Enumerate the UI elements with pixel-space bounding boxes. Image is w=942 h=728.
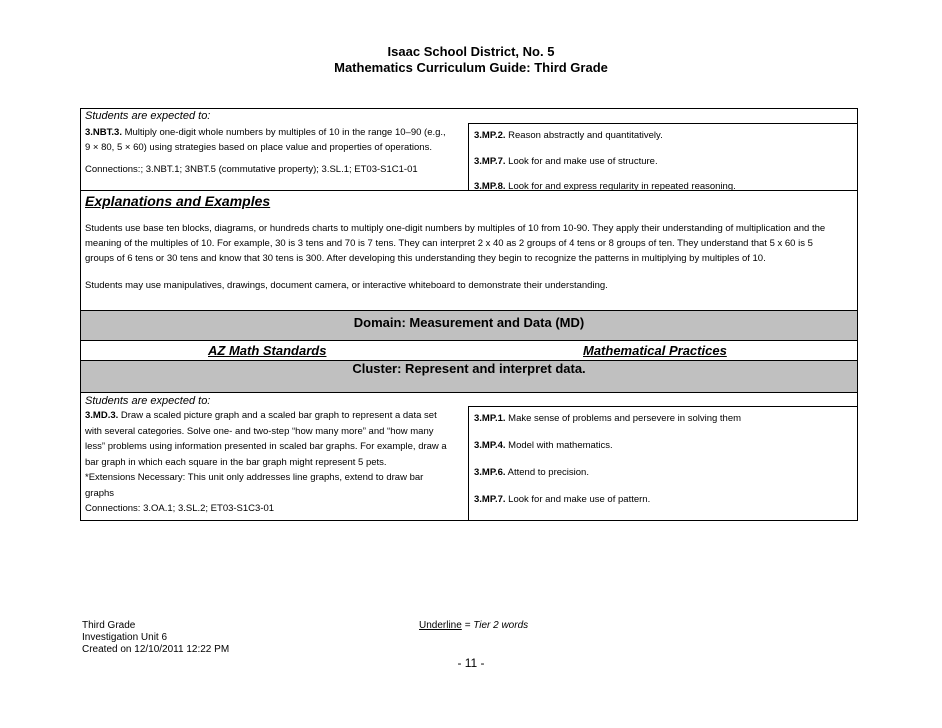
page-number: - 11 - <box>457 656 485 670</box>
explanations-note: Students may use manipulatives, drawings, document camera, or interactive whiteboard to demonstrate their understanding. <box>85 280 608 291</box>
practice-item: 3.MP.4. Model with mathematics. <box>474 440 613 451</box>
connections-text: Connections:; 3.NBT.1; 3NBT.5 (commutative property); 3.SL.1; ET03-S1C1-01 <box>85 164 418 175</box>
expected-label: Students are expected to: <box>85 110 211 122</box>
practices-heading: Mathematical Practices <box>583 343 727 358</box>
explanations-block <box>80 191 858 311</box>
standard-code: 3.MD.3. <box>85 410 119 421</box>
standard-text: 3.MD.3. Draw a scaled picture graph and a scaled bar graph to represent a data set with several categories. Solve one- and two-step “how many more” and “how many less” problems using information presented in scaled bar graphs. For example, draw a bar graph in which each square in the bar graph might represent 5 pets. *Extensions Necessary: This unit only addresses line graphs, extend to draw bar graphs Connections: 3.OA.1; 3.SL.2; ET03-S1C3-01 <box>85 410 447 514</box>
expected-label: Students are expected to: <box>85 395 211 407</box>
practice-item: 3.MP.2. Reason abstractly and quantitatively. <box>474 130 663 141</box>
explanations-title: Explanations and Examples <box>85 193 271 209</box>
footer-created: Created on 12/10/2011 12:22 PM <box>82 644 230 655</box>
cluster-row <box>80 361 858 393</box>
practice-item: 3.MP.7. Look for and make use of pattern. <box>474 494 651 505</box>
practice-item: 3.MP.7. Look for and make use of structure. <box>474 156 658 167</box>
guide-title: Mathematics Curriculum Guide: Third Grade <box>334 60 608 75</box>
footer-unit: Investigation Unit 6 <box>82 632 168 643</box>
legend-underline: Underline <box>419 620 462 631</box>
column-headings-row <box>80 341 858 361</box>
standard-text: 3.NBT.3. Multiply one-digit whole numbers by multiples of 10 in the range 10–90 (e.g., 9 × 80, 5 × 60) using strategies based on place value and properties of operations. <box>85 127 446 153</box>
practices-cell-2 <box>468 406 858 521</box>
explanations-paragraph: Students use base ten blocks, diagrams, or hundreds charts to multiply one-digit numbers by multiples of 10 from 10-90. They apply their understanding of multiplication and the meaning of the multiples of 10. For example, 30 is 3 tens and 70 is 7 tens. They can interpret 2 x 40 as 2 groups of 4 tens or 8 groups of ten. They understand that 5 x 60 is 5 groups of 6 tens or 30 tens and know that 30 tens is 300. After developing this understanding they begin to recognize the patterns in multiplying by multiples of 10. <box>85 223 826 264</box>
standards-block-1 <box>80 108 858 191</box>
footer-left <box>82 620 229 656</box>
practices-cell-1 <box>468 123 858 191</box>
footer-grade: Third Grade <box>82 620 136 631</box>
domain-row <box>80 311 858 341</box>
practice-item: 3.MP.6. Attend to precision. <box>474 467 589 478</box>
footer-legend: Underline = Tier 2 words <box>419 620 529 631</box>
domain-title: Domain: Measurement and Data (MD) <box>353 315 585 330</box>
standards-block-2 <box>80 393 858 521</box>
standard-code: 3.NBT.3. <box>85 127 122 138</box>
practice-item: 3.MP.8. Look for and express regularity in repeated reasoning. <box>474 181 736 192</box>
practice-item: 3.MP.1. Make sense of problems and persevere in solving them <box>474 413 742 424</box>
district-title: Isaac School District, No. 5 <box>387 44 555 59</box>
az-standards-heading: AZ Math Standards <box>208 343 327 358</box>
cluster-title: Cluster: Represent and interpret data. <box>352 361 586 376</box>
